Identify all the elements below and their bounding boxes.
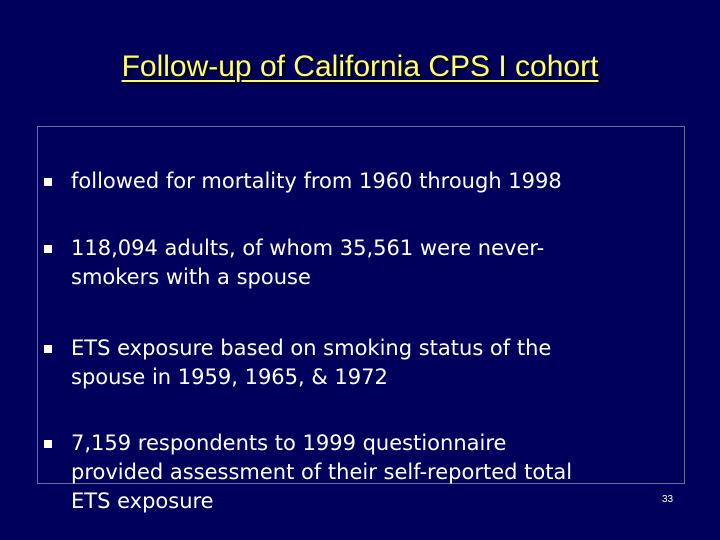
square-bullet-icon	[44, 345, 52, 353]
bullet-text	[71, 234, 671, 292]
bullet-line: 118,094 adults, of whom 35,561 were never-	[71, 236, 545, 260]
bullet-line: provided assessment of their self-reported total	[71, 460, 573, 484]
bullet-line: ETS exposure based on smoking status of the	[71, 336, 552, 360]
slide-title: Follow-up of California CPS I cohort	[121, 50, 599, 83]
slide-number: 33	[662, 494, 674, 505]
bullet-text	[71, 334, 671, 392]
bullet-line: ETS exposure	[71, 489, 214, 513]
bullet-text	[71, 167, 671, 196]
bullet-line: 7,159 respondents to 1999 questionnaire	[71, 431, 507, 455]
bullet-text	[71, 429, 674, 516]
bullet-line: followed for mortality from 1960 through 1998	[71, 169, 562, 193]
bullet-line: smokers with a spouse	[71, 265, 311, 289]
square-bullet-icon	[44, 178, 52, 186]
square-bullet-icon	[44, 440, 52, 448]
square-bullet-icon	[44, 245, 52, 253]
bullet-line: spouse in 1959, 1965, & 1972	[71, 365, 388, 389]
